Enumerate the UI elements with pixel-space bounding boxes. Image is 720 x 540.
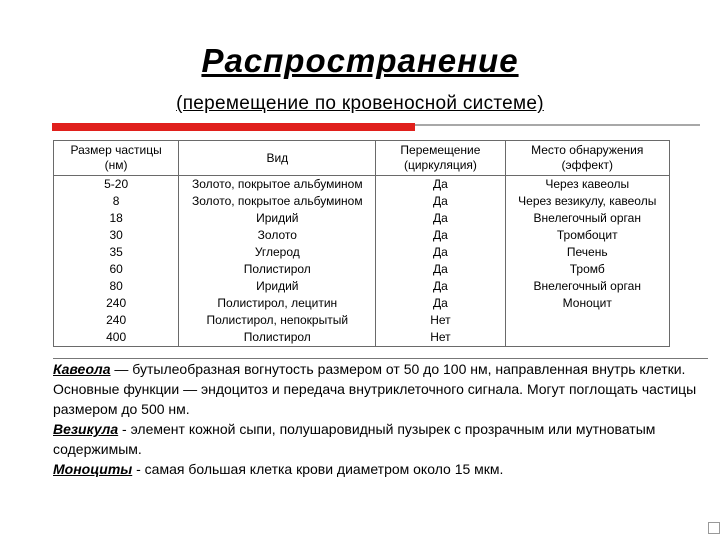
definition-caveola bbox=[53, 359, 708, 419]
cell-type: Полистирол bbox=[179, 261, 376, 278]
cell-size: 240 bbox=[54, 295, 179, 312]
cell-circulation: Да bbox=[376, 244, 505, 261]
header-location bbox=[505, 141, 670, 176]
cell-location: Моноцит bbox=[505, 295, 670, 312]
cell-size: 5-20 bbox=[54, 176, 179, 194]
table-row bbox=[54, 329, 670, 347]
cell-circulation: Да bbox=[376, 227, 505, 244]
cell-circulation: Да bbox=[376, 210, 505, 227]
cell-circulation: Нет bbox=[376, 312, 505, 329]
header-line: Перемещение bbox=[400, 143, 481, 157]
cell-size: 400 bbox=[54, 329, 179, 347]
table-row bbox=[54, 227, 670, 244]
table-row bbox=[54, 176, 670, 194]
cell-type: Полистирол, лецитин bbox=[179, 295, 376, 312]
cell-size: 18 bbox=[54, 210, 179, 227]
cell-circulation: Да bbox=[376, 193, 505, 210]
slide-subtitle: (перемещение по кровеносной системе) bbox=[176, 93, 544, 114]
cell-type: Полистирол, непокрытый bbox=[179, 312, 376, 329]
cell-location: Тромбоцит bbox=[505, 227, 670, 244]
term: Моноциты bbox=[53, 461, 133, 477]
cell-circulation: Да bbox=[376, 261, 505, 278]
header-line: (циркуляция) bbox=[403, 158, 477, 172]
cell-location: Внелегочный орган bbox=[505, 278, 670, 295]
table-row bbox=[54, 261, 670, 278]
cell-size: 60 bbox=[54, 261, 179, 278]
cell-type: Иридий bbox=[179, 278, 376, 295]
cell-type: Золото, покрытое альбумином bbox=[179, 193, 376, 210]
cell-location bbox=[505, 312, 670, 329]
header-line: Размер частицы bbox=[70, 143, 162, 157]
cell-size: 8 bbox=[54, 193, 179, 210]
table-row bbox=[54, 295, 670, 312]
cell-size: 240 bbox=[54, 312, 179, 329]
header-size bbox=[54, 141, 179, 176]
header-line: (нм) bbox=[104, 158, 128, 172]
particle-table bbox=[53, 140, 670, 347]
table-row bbox=[54, 210, 670, 227]
header-type bbox=[179, 141, 376, 176]
header-line: Место обнаружения bbox=[531, 143, 644, 157]
definition-vesicle bbox=[53, 419, 708, 459]
cell-type: Иридий bbox=[179, 210, 376, 227]
term: Кавеола bbox=[53, 361, 111, 377]
accent-bar bbox=[52, 123, 415, 131]
cell-size: 35 bbox=[54, 244, 179, 261]
definition-monocytes bbox=[53, 459, 708, 479]
slide-title: Распространение bbox=[201, 42, 519, 79]
table-row bbox=[54, 193, 670, 210]
corner-decoration bbox=[708, 522, 720, 534]
definition-text: - самая большая клетка крови диаметром около 15 мкм. bbox=[132, 461, 504, 477]
definition-text: - элемент кожной сыпи, полушаровидный пузырек с прозрачным или мутноватым содержимым. bbox=[53, 421, 656, 457]
cell-location: Через кавеолы bbox=[505, 176, 670, 194]
cell-location: Печень bbox=[505, 244, 670, 261]
table-header-row bbox=[54, 141, 670, 176]
table-row bbox=[54, 244, 670, 261]
cell-type: Золото, покрытое альбумином bbox=[179, 176, 376, 194]
table-body bbox=[54, 176, 670, 347]
cell-circulation: Нет bbox=[376, 329, 505, 347]
table-row bbox=[54, 278, 670, 295]
cell-circulation: Да bbox=[376, 176, 505, 194]
cell-type: Золото bbox=[179, 227, 376, 244]
cell-location: Внелегочный орган bbox=[505, 210, 670, 227]
cell-type: Углерод bbox=[179, 244, 376, 261]
definition-text: — бутылеобразная вогнутость размером от 50 до 100 нм, направленная внутрь клетки. Основные функции — эндоцитоз и передача внутриклеточного сигнала. Могут поглощать частицы размером до 500 нм. bbox=[53, 361, 697, 417]
cell-circulation: Да bbox=[376, 295, 505, 312]
cell-size: 30 bbox=[54, 227, 179, 244]
cell-location bbox=[505, 329, 670, 347]
header-circulation bbox=[376, 141, 505, 176]
term: Везикула bbox=[53, 421, 119, 437]
cell-type: Полистирол bbox=[179, 329, 376, 347]
cell-location: Тромб bbox=[505, 261, 670, 278]
cell-circulation: Да bbox=[376, 278, 505, 295]
definitions bbox=[53, 358, 708, 479]
table-row bbox=[54, 312, 670, 329]
header-line: Вид bbox=[266, 150, 289, 165]
header-line: (эффект) bbox=[561, 158, 613, 172]
cell-size: 80 bbox=[54, 278, 179, 295]
cell-location: Через везикулу, кавеолы bbox=[505, 193, 670, 210]
